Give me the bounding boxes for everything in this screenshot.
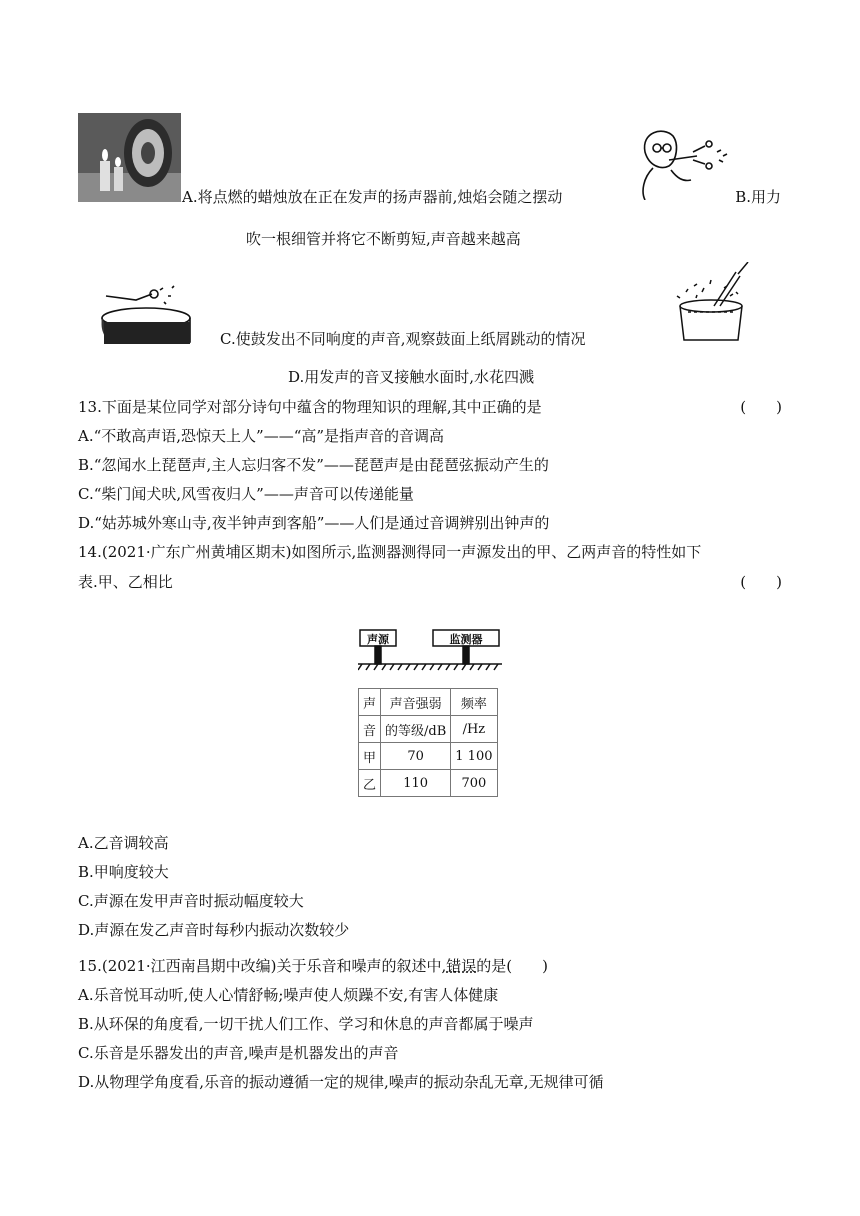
candle-speaker-photo xyxy=(78,113,181,202)
q14-option-a: A.乙音调较高 xyxy=(78,834,169,852)
source-monitor-figure xyxy=(358,628,502,674)
q15-option-b: B.从环保的角度看,一切干扰人们工作、学习和休息的声音都属于噪声 xyxy=(78,1015,534,1033)
q13-option-a: A.“不敢高声语,恐惊天上人”——“高”是指声音的音调高 xyxy=(78,427,445,445)
tuning-fork-water-illustration xyxy=(666,262,756,344)
q15-emphasis: 错误 xyxy=(446,957,477,975)
table-cell: 70 xyxy=(381,743,451,770)
q14-answer-blank: ( ) xyxy=(740,573,782,591)
table-header-cell: 声音强弱 xyxy=(381,689,451,716)
table-header-cell: 音 xyxy=(359,716,381,743)
q14-stem-line1: 14.(2021·广东广州黄埔区期末)如图所示,监测器测得同一声源发出的甲、乙两声音的特性如下 xyxy=(78,543,702,561)
q15-option-a: A.乐音悦耳动听,使人心情舒畅;噪声使人烦躁不安,有害人体健康 xyxy=(78,986,499,1004)
q15-option-d: D.从物理学角度看,乐音的振动遵循一定的规律,噪声的振动杂乱无章,无规律可循 xyxy=(78,1073,604,1091)
table-cell: 乙 xyxy=(359,770,381,797)
q14-option-d: D.声源在发乙声音时每秒内振动次数较少 xyxy=(78,921,350,939)
table-cell: 700 xyxy=(451,770,497,797)
q14-stem-line2: 表.甲、乙相比 xyxy=(78,573,173,591)
q12-option-a: A.将点燃的蜡烛放在正在发声的扬声器前,烛焰会随之摆动 xyxy=(182,188,563,206)
q14-option-c: C.声源在发甲声音时振动幅度较大 xyxy=(78,892,304,910)
q15-stem-prefix: 15.(2021·江西南昌期中改编)关于乐音和噪声的叙述中, xyxy=(78,957,447,975)
q13-option-d: D.“姑苏城外寒山寺,夜半钟声到客船”——人们是通过音调辨别出钟声的 xyxy=(78,514,550,532)
table-header-cell: /Hz xyxy=(451,716,497,743)
table-cell: 甲 xyxy=(359,743,381,770)
q13-stem: 13.下面是某位同学对部分诗句中蕴含的物理知识的理解,其中正确的是 xyxy=(78,398,542,416)
table-cell: 1 100 xyxy=(451,743,497,770)
table-cell: 110 xyxy=(381,770,451,797)
table-header-row xyxy=(359,689,498,716)
sound-characteristics-table xyxy=(358,688,498,797)
monitor-label: 监测器 xyxy=(449,633,483,646)
q13-option-b: B.“忽闻水上琵琶声,主人忘归客不发”——琵琶声是由琵琶弦振动产生的 xyxy=(78,456,549,474)
table-header-row xyxy=(359,716,498,743)
q15-stem-suffix: 的是( ) xyxy=(476,957,549,975)
q15-stem xyxy=(78,955,548,976)
straw-blowing-illustration xyxy=(633,122,733,200)
table-row xyxy=(359,770,498,797)
drum-illustration xyxy=(96,282,196,346)
source-label: 声源 xyxy=(367,633,389,646)
q13-answer-blank: ( ) xyxy=(740,398,782,416)
table-header-cell: 频率 xyxy=(451,689,497,716)
table-header-cell: 的等级/dB xyxy=(381,716,451,743)
q12-option-b-head: B.用力 xyxy=(735,188,781,206)
table-row xyxy=(359,743,498,770)
q12-option-c: C.使鼓发出不同响度的声音,观察鼓面上纸屑跳动的情况 xyxy=(220,330,586,348)
q12-option-d: D.用发声的音叉接触水面时,水花四溅 xyxy=(288,368,535,386)
q15-option-c: C.乐音是乐器发出的声音,噪声是机器发出的声音 xyxy=(78,1044,399,1062)
q13-option-c: C.“柴门闻犬吠,风雪夜归人”——声音可以传递能量 xyxy=(78,485,414,503)
q14-option-b: B.甲响度较大 xyxy=(78,863,169,881)
q12-option-b-tail: 吹一根细管并将它不断剪短,声音越来越高 xyxy=(246,230,521,248)
table-header-cell: 声 xyxy=(359,689,381,716)
